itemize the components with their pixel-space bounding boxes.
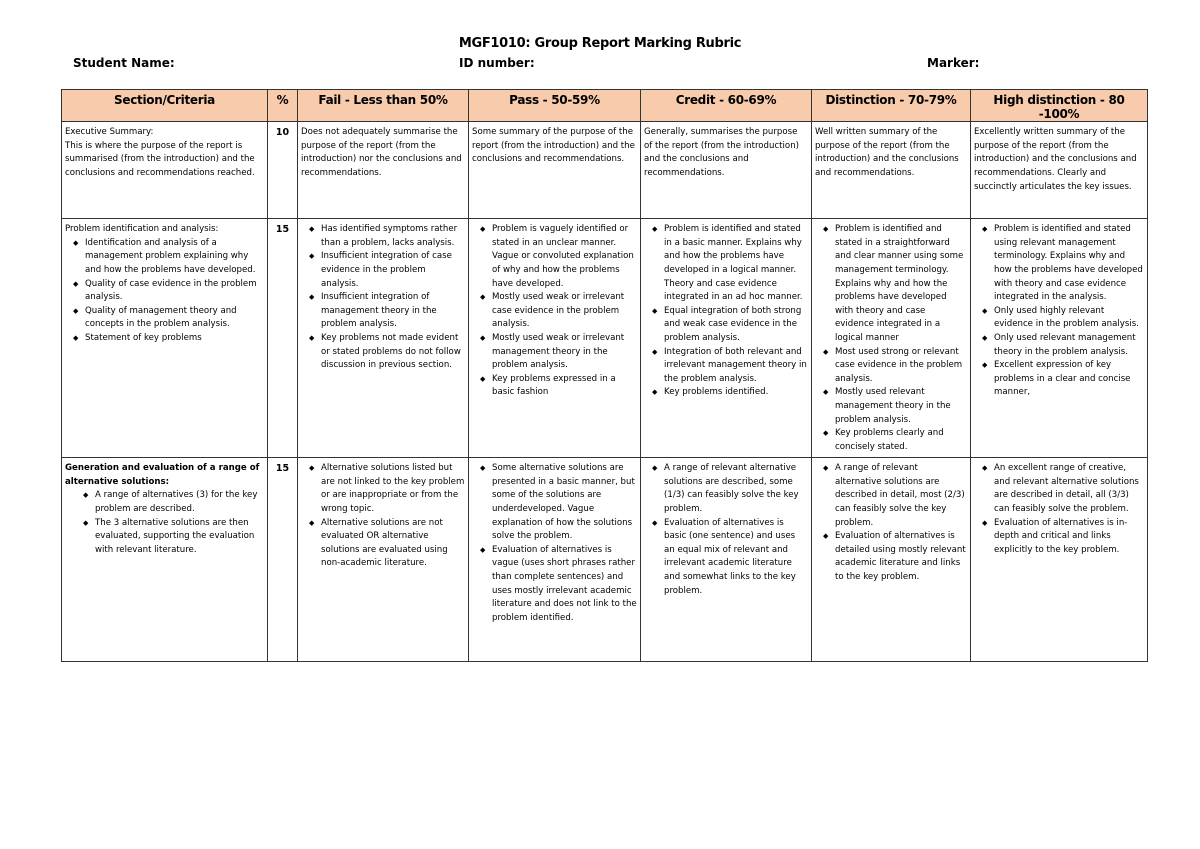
list-item: ◆ Only used relevant management theory in the problem analysis. xyxy=(994,332,1144,359)
criteria-text: This is where the purpose of the report is summarised (from the introduction) and the conclusions and recommendations reached. xyxy=(65,140,255,178)
header-row xyxy=(62,90,1148,122)
list-item: ◆ Mostly used relevant management theory in the problem analysis. xyxy=(835,386,967,427)
list-item: ◆ Quality of management theory and concepts in the problem analysis. xyxy=(85,305,264,332)
list-item: ◆ Mostly used weak or irrelevant case evidence in the problem analysis. xyxy=(492,291,637,332)
list-item: ◆ Mostly used weak or irrelevant management theory in the problem analysis. xyxy=(492,332,637,373)
list-item: ◆ Key problems identified. xyxy=(664,386,808,400)
credit-list xyxy=(644,462,808,598)
criteria-title: Problem identification and analysis: xyxy=(65,224,219,235)
fail-list xyxy=(301,462,465,571)
header-fields xyxy=(0,56,1200,72)
distinction-cell: Well written summary of the purpose of the report (from the introduction) and the conclusions and recommendations. xyxy=(812,122,971,219)
distinction-cell xyxy=(812,458,971,662)
list-item: ◆ Statement of key problems xyxy=(85,332,264,346)
list-item: ◆ Evaluation of alternatives is in-depth and critical and links explicitly to the key problem. xyxy=(994,517,1144,558)
fail-cell: Does not adequately summarise the purpose of the report (from the introduction) nor the conclusions and recommendations. xyxy=(298,122,469,219)
list-item: ◆ Identification and analysis of a management problem explaining why and how the problems have developed. xyxy=(85,237,264,278)
criteria-title: Executive Summary: xyxy=(65,127,154,138)
credit-cell xyxy=(641,458,812,662)
table-row xyxy=(62,122,1148,219)
credit-cell xyxy=(641,219,812,458)
list-item: ◆ Insufficient integration of management theory in the problem analysis. xyxy=(321,291,465,332)
percent-cell: 15 xyxy=(268,458,298,662)
list-item: ◆ Excellent expression of key problems in a clear and concise manner, xyxy=(994,359,1144,400)
criteria-cell xyxy=(62,219,268,458)
id-number-label: ID number: xyxy=(459,56,535,70)
list-item: ◆ Problem is identified and stated using relevant management terminology. Explains why and how the problems have developed with theory and case evidence integrated in the analysis. xyxy=(994,223,1144,305)
criteria-cell xyxy=(62,458,268,662)
list-item: ◆ Integration of both relevant and irrelevant management theory in the problem analysis. xyxy=(664,346,808,387)
header-pass: Pass - 50-59% xyxy=(469,90,641,122)
list-item: ◆ Equal integration of both strong and weak case evidence in the problem analysis. xyxy=(664,305,808,346)
marker-label: Marker: xyxy=(927,56,980,70)
criteria-list xyxy=(65,237,264,346)
pass-cell xyxy=(469,219,641,458)
list-item: ◆ The 3 alternative solutions are then evaluated, supporting the evaluation with relevant literature. xyxy=(95,517,264,558)
list-item: ◆ Key problems clearly and concisely stated. xyxy=(835,427,967,454)
list-item: ◆ Key problems not made evident or stated problems do not follow discussion in previous section. xyxy=(321,332,465,373)
rubric-table xyxy=(61,89,1148,662)
table-row xyxy=(62,458,1148,662)
header-credit: Credit - 60-69% xyxy=(641,90,812,122)
header-distinction: Distinction - 70-79% xyxy=(812,90,971,122)
high-distinction-list xyxy=(974,462,1144,557)
list-item: ◆ Evaluation of alternatives is detailed using mostly relevant academic literature and links to the key problem. xyxy=(835,530,967,584)
distinction-list xyxy=(815,462,967,584)
list-item: ◆ Problem is identified and stated in a basic manner. Explains why and how the problems have developed in a logical manner. Theory and case evidence integrated in an ad hoc manner. xyxy=(664,223,808,305)
criteria-cell xyxy=(62,122,268,219)
document-title: MGF1010: Group Report Marking Rubric xyxy=(458,36,742,51)
high-distinction-cell xyxy=(971,458,1148,662)
list-item: ◆ Insufficient integration of case evidence in the problem analysis. xyxy=(321,250,465,291)
list-item: ◆ Only used highly relevant evidence in the problem analysis. xyxy=(994,305,1144,332)
credit-cell: Generally, summarises the purpose of the report (from the introduction) and the conclusions and recommendations. xyxy=(641,122,812,219)
list-item: ◆ Alternative solutions listed but are not linked to the key problem or are inappropriate or from the wrong topic. xyxy=(321,462,465,516)
list-item: ◆ Problem is vaguely identified or stated in an unclear manner. Vague or convoluted explanation of why and how the problems have developed. xyxy=(492,223,637,291)
list-item: ◆ Has identified symptoms rather than a problem, lacks analysis. xyxy=(321,223,465,250)
header-section: Section/Criteria xyxy=(62,90,268,122)
criteria-list xyxy=(65,489,264,557)
list-item: ◆ Alternative solutions are not evaluated OR alternative solutions are evaluated using non-academic literature. xyxy=(321,517,465,571)
list-item: ◆ A range of relevant alternative solutions are described in detail, most (2/3) can feasibly solve the key problem. xyxy=(835,462,967,530)
list-item: ◆ A range of relevant alternative solutions are described, some (1/3) can feasibly solve the key problem. xyxy=(664,462,808,516)
list-item: ◆ An excellent range of creative, and relevant alternative solutions are described in detail, all (3/3) can feasibly solve the problem. xyxy=(994,462,1144,516)
credit-list xyxy=(644,223,808,400)
table-row xyxy=(62,219,1148,458)
list-item: ◆ Quality of case evidence in the problem analysis. xyxy=(85,278,264,305)
criteria-title: Generation and evaluation of a range of alternative solutions: xyxy=(65,463,260,487)
pass-list xyxy=(472,462,637,625)
high-distinction-cell xyxy=(971,219,1148,458)
fail-list xyxy=(301,223,465,373)
pass-cell: Some summary of the purpose of the report (from the introduction) and the conclusions and recommendations. xyxy=(469,122,641,219)
list-item: ◆ Evaluation of alternatives is vague (uses short phrases rather than complete sentences) and uses mostly irrelevant academic literature and does not link to the problem identified. xyxy=(492,544,637,626)
distinction-cell xyxy=(812,219,971,458)
list-item: ◆ Some alternative solutions are presented in a basic manner, but some of the solutions are underdeveloped. Vague explanation of how the solutions solve the problem. xyxy=(492,462,637,544)
fail-cell xyxy=(298,458,469,662)
distinction-list xyxy=(815,223,967,454)
percent-cell: 10 xyxy=(268,122,298,219)
pass-list xyxy=(472,223,637,400)
student-name-label: Student Name: xyxy=(73,56,175,70)
fail-cell xyxy=(298,219,469,458)
list-item: ◆ Problem is identified and stated in a straightforward and clear manner using some management terminology. Explains why and how the problems have developed with theory and case evidence integrated in a logical manner xyxy=(835,223,967,345)
pass-cell xyxy=(469,458,641,662)
list-item: ◆ Most used strong or relevant case evidence in the problem analysis. xyxy=(835,346,967,387)
header-fail: Fail - Less than 50% xyxy=(298,90,469,122)
high-distinction-cell: Excellently written summary of the purpose of the report (from the introduction) and the conclusions and recommendations. Clearly and succinctly articulates the key issues. xyxy=(971,122,1148,219)
high-distinction-list xyxy=(974,223,1144,400)
list-item: ◆ Key problems expressed in a basic fashion xyxy=(492,373,637,400)
list-item: ◆ A range of alternatives (3) for the key problem are described. xyxy=(95,489,264,516)
header-high-distinction: High distinction - 80 -100% xyxy=(971,90,1148,122)
percent-cell: 15 xyxy=(268,219,298,458)
header-percent: % xyxy=(268,90,298,122)
list-item: ◆ Evaluation of alternatives is basic (one sentence) and uses an equal mix of relevant and irrelevant academic literature and somewhat links to the key problem. xyxy=(664,517,808,599)
